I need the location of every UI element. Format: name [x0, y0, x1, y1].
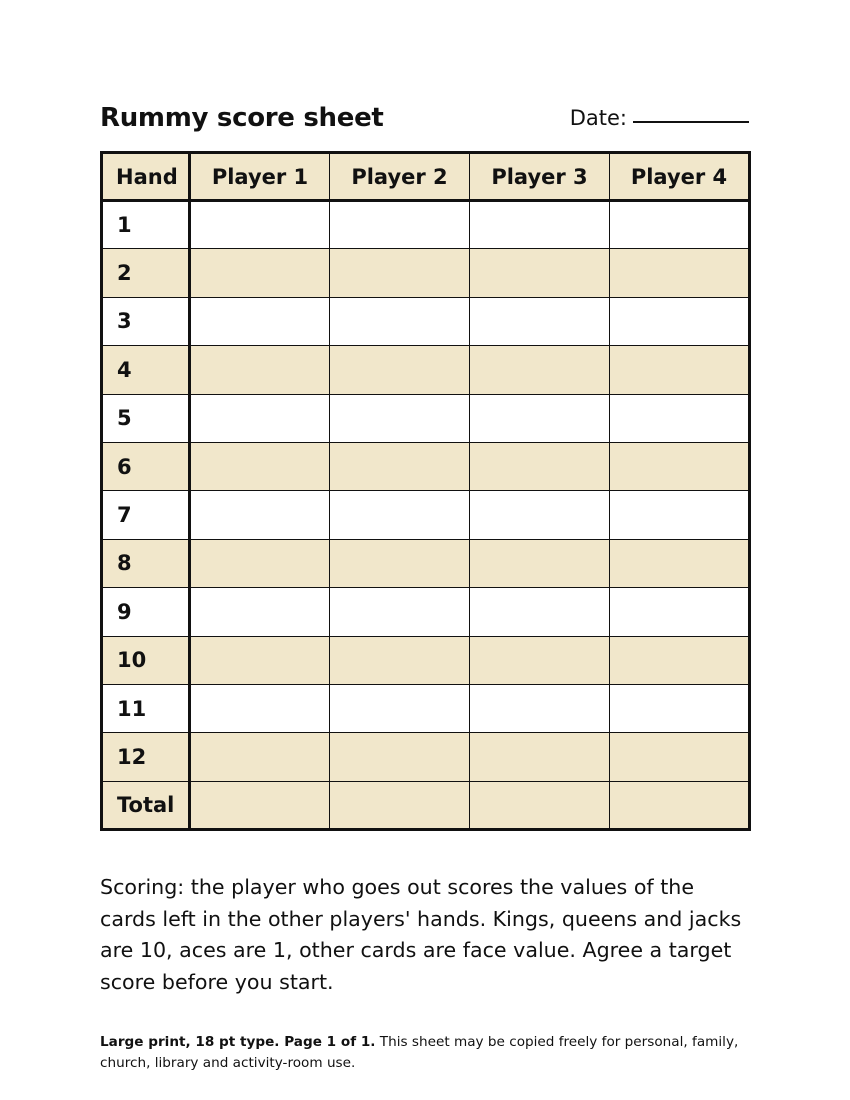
- hand-number: 9: [102, 588, 190, 636]
- date-label: Date:: [569, 106, 627, 130]
- column-header-player-2: Player 2: [330, 153, 470, 201]
- score-cell[interactable]: [190, 491, 330, 539]
- table-row: [102, 346, 750, 394]
- score-cell[interactable]: [470, 442, 610, 490]
- score-cell[interactable]: [330, 442, 470, 490]
- score-cell[interactable]: [190, 733, 330, 781]
- table-row: [102, 539, 750, 587]
- hand-number: 3: [102, 297, 190, 345]
- total-cell[interactable]: [190, 781, 330, 829]
- table-row: [102, 491, 750, 539]
- total-cell[interactable]: [610, 781, 750, 829]
- score-cell[interactable]: [330, 491, 470, 539]
- score-cell[interactable]: [330, 297, 470, 345]
- table-row: [102, 588, 750, 636]
- score-cell[interactable]: [470, 588, 610, 636]
- score-cell[interactable]: [330, 588, 470, 636]
- score-cell[interactable]: [330, 346, 470, 394]
- score-cell[interactable]: [610, 297, 750, 345]
- total-cell[interactable]: [470, 781, 610, 829]
- score-cell[interactable]: [610, 394, 750, 442]
- score-cell[interactable]: [190, 346, 330, 394]
- score-cell[interactable]: [610, 539, 750, 587]
- score-cell[interactable]: [470, 346, 610, 394]
- score-sheet-page: [100, 100, 751, 1071]
- table-row: [102, 297, 750, 345]
- total-label: Total: [102, 781, 190, 829]
- table-row: [102, 636, 750, 684]
- hand-number: 1: [102, 201, 190, 249]
- hand-number: 5: [102, 394, 190, 442]
- hand-number: 6: [102, 442, 190, 490]
- score-cell[interactable]: [610, 491, 750, 539]
- score-cell[interactable]: [470, 201, 610, 249]
- hand-number: 7: [102, 491, 190, 539]
- header: [100, 100, 751, 144]
- score-cell[interactable]: [190, 201, 330, 249]
- table-row: [102, 201, 750, 249]
- score-cell[interactable]: [470, 539, 610, 587]
- score-cell[interactable]: [470, 249, 610, 297]
- hand-number: 11: [102, 684, 190, 732]
- score-cell[interactable]: [610, 249, 750, 297]
- score-cell[interactable]: [610, 588, 750, 636]
- column-header-player-4: Player 4: [610, 153, 750, 201]
- table-row: [102, 733, 750, 781]
- score-cell[interactable]: [610, 684, 750, 732]
- score-cell[interactable]: [190, 636, 330, 684]
- score-cell[interactable]: [610, 733, 750, 781]
- score-cell[interactable]: [330, 394, 470, 442]
- score-cell[interactable]: [330, 684, 470, 732]
- page-title: Rummy score sheet: [100, 103, 384, 133]
- footer-text: This sheet may be copied freely for personal, family, church, library and activity-room use.: [100, 1034, 739, 1071]
- score-cell[interactable]: [610, 346, 750, 394]
- score-cell[interactable]: [470, 684, 610, 732]
- date-blank-line[interactable]: [633, 101, 749, 123]
- column-header-player-3: Player 3: [470, 153, 610, 201]
- column-header-player-1: Player 1: [190, 153, 330, 201]
- total-row: [102, 781, 750, 829]
- date-field: [570, 103, 749, 133]
- table-row: [102, 249, 750, 297]
- table-row: [102, 394, 750, 442]
- hand-number: 12: [102, 733, 190, 781]
- score-cell[interactable]: [330, 539, 470, 587]
- score-cell[interactable]: [470, 297, 610, 345]
- score-cell[interactable]: [330, 201, 470, 249]
- footer-bold-text: Large print, 18 pt type. Page 1 of 1.: [100, 1034, 376, 1050]
- score-cell[interactable]: [190, 394, 330, 442]
- score-cell[interactable]: [190, 539, 330, 587]
- score-cell[interactable]: [190, 442, 330, 490]
- scoring-instructions: Scoring: the player who goes out scores the values of the cards left in the other players' hands. Kings, queens and jacks are 10, aces are 1, other cards are face value. Agree a target score before you start.: [100, 875, 742, 994]
- score-cell[interactable]: [330, 249, 470, 297]
- hand-number: 2: [102, 249, 190, 297]
- hand-number: 4: [102, 346, 190, 394]
- score-cell[interactable]: [330, 733, 470, 781]
- table-row: [102, 684, 750, 732]
- score-cell[interactable]: [190, 249, 330, 297]
- header-row: [102, 153, 750, 201]
- score-cell[interactable]: [610, 201, 750, 249]
- table-row: [102, 442, 750, 490]
- score-cell[interactable]: [610, 636, 750, 684]
- score-cell[interactable]: [610, 442, 750, 490]
- column-header-hand: Hand: [102, 153, 190, 201]
- score-cell[interactable]: [470, 636, 610, 684]
- score-cell[interactable]: [190, 297, 330, 345]
- hand-number: 10: [102, 636, 190, 684]
- score-cell[interactable]: [470, 733, 610, 781]
- score-cell[interactable]: [330, 636, 470, 684]
- score-cell[interactable]: [190, 684, 330, 732]
- total-cell[interactable]: [330, 781, 470, 829]
- score-cell[interactable]: [470, 491, 610, 539]
- score-table: [100, 151, 751, 831]
- footer-note: [100, 1032, 751, 1073]
- score-cell[interactable]: [470, 394, 610, 442]
- hand-number: 8: [102, 539, 190, 587]
- score-cell[interactable]: [190, 588, 330, 636]
